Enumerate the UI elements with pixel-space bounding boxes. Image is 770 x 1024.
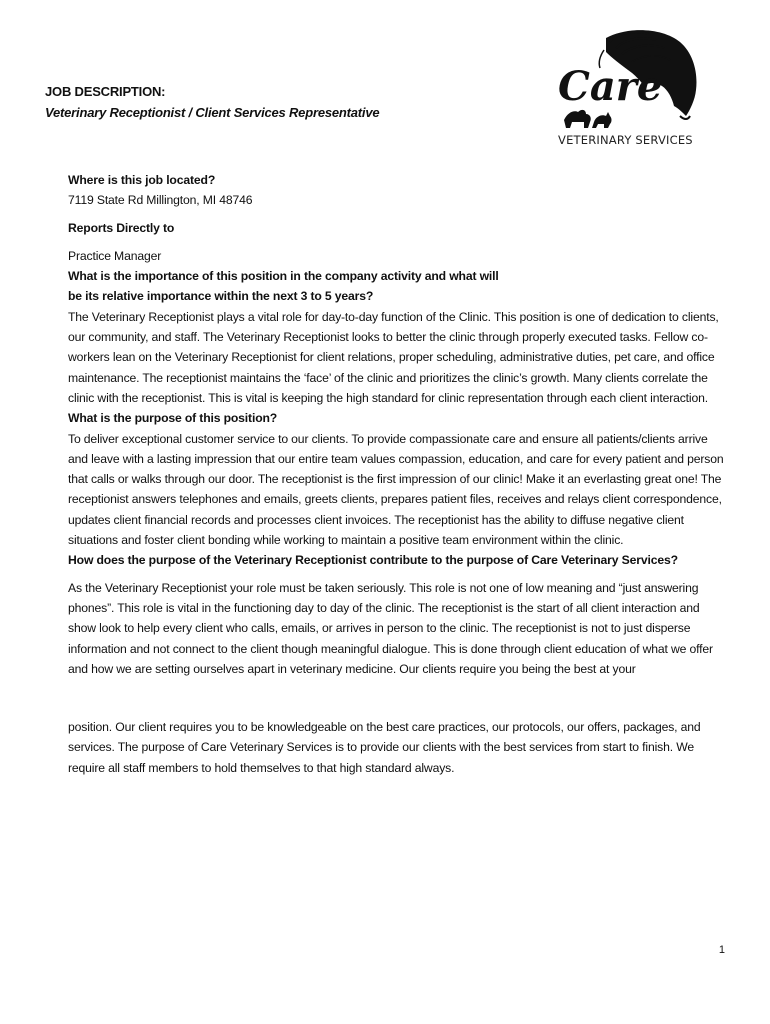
document-title: JOB DESCRIPTION: [45,84,166,99]
answer-reports: Practice Manager [68,248,162,263]
answer-location: 7119 State Rd Millington, MI 48746 [68,193,253,208]
question-reports: Reports Directly to [68,220,175,235]
question-location: Where is this job located? [68,173,216,187]
answer-contribute-part1: As the Veterinary Receptionist your role must be taken seriously. This role is not one of low meaning and “just answering phones”. This role is vital in the functioning day to day of the clinic. The receptionist is the start of all client interaction and show look to help every client who calls, emails, or arrives in person to the clinic. The receptionist is not to just disperse information and not connect to the client though meaningful dialogue. This is done through client education of what we offer and how we are setting ourselves apart in veterinary medicine. Our clients require you being the best at your [68,580,713,676]
answer-contribute-part2: position. Our client requires you to be knowledgeable on the best care practices, our protocols, our offers, packages, and services. The purpose of Care Veterinary Services is to provide our clients with the best services from start to finish. We require all staff members to hold themselves to that high standard always. [68,720,701,775]
logo-caption: VETERINARY SERVICES [558,133,693,147]
answer-importance: The Veterinary Receptionist plays a vital role for day-to-day function of the Clinic. This position is one of dedication to clients, our community, and staff. The Veterinary Receptionist looks to better the clinic through properly executed tasks. Fellow co-workers lean on the Veterinary Receptionist for client relations, proper scheduling, administrative duties, pet care, and office maintenance. The receptionist maintains the ‘face’ of the clinic and prioritizes the clinic’s growth. Many clients correlate the clinic with the receptionist. This is vital is keeping the high standard for clinic representation through each client interaction. [68,309,719,405]
question-importance-line1: What is the importance of this position in the company activity and what will [68,269,499,284]
document-subtitle: Veterinary Receptionist / Client Services Representative [45,105,380,120]
page-number: 1 [718,944,725,956]
logo-wordmark: Care [558,63,663,110]
horse-and-pets-logo-icon [548,28,708,132]
question-purpose: What is the purpose of this position? [68,411,278,426]
care-logo [548,28,708,156]
document-body [68,170,728,778]
question-importance-line2: be its relative importance within the next 3 to 5 years? [68,289,374,304]
answer-purpose: To deliver exceptional customer service to our clients. To provide compassionate care and ensure all patients/clients arrive and leave with a lasting impression that our entire team values compassion, education, and care for every patient and person that calls or walks through our door. The receptionist is the first impression of our clinic! Make it an everlasting great one! The receptionist answers telephones and emails, greets clients, prepares patient files, receives and relays client correspondence, updates client financial records and processes client invoices. The receptionist has the ability to diffuse negative client situations and foster client bonding while working to maintain a positive team environment within the clinic. [68,431,724,548]
question-contribute: How does the purpose of the Veterinary Receptionist contribute to the purpose of Care Veterinary Services? [68,553,678,568]
